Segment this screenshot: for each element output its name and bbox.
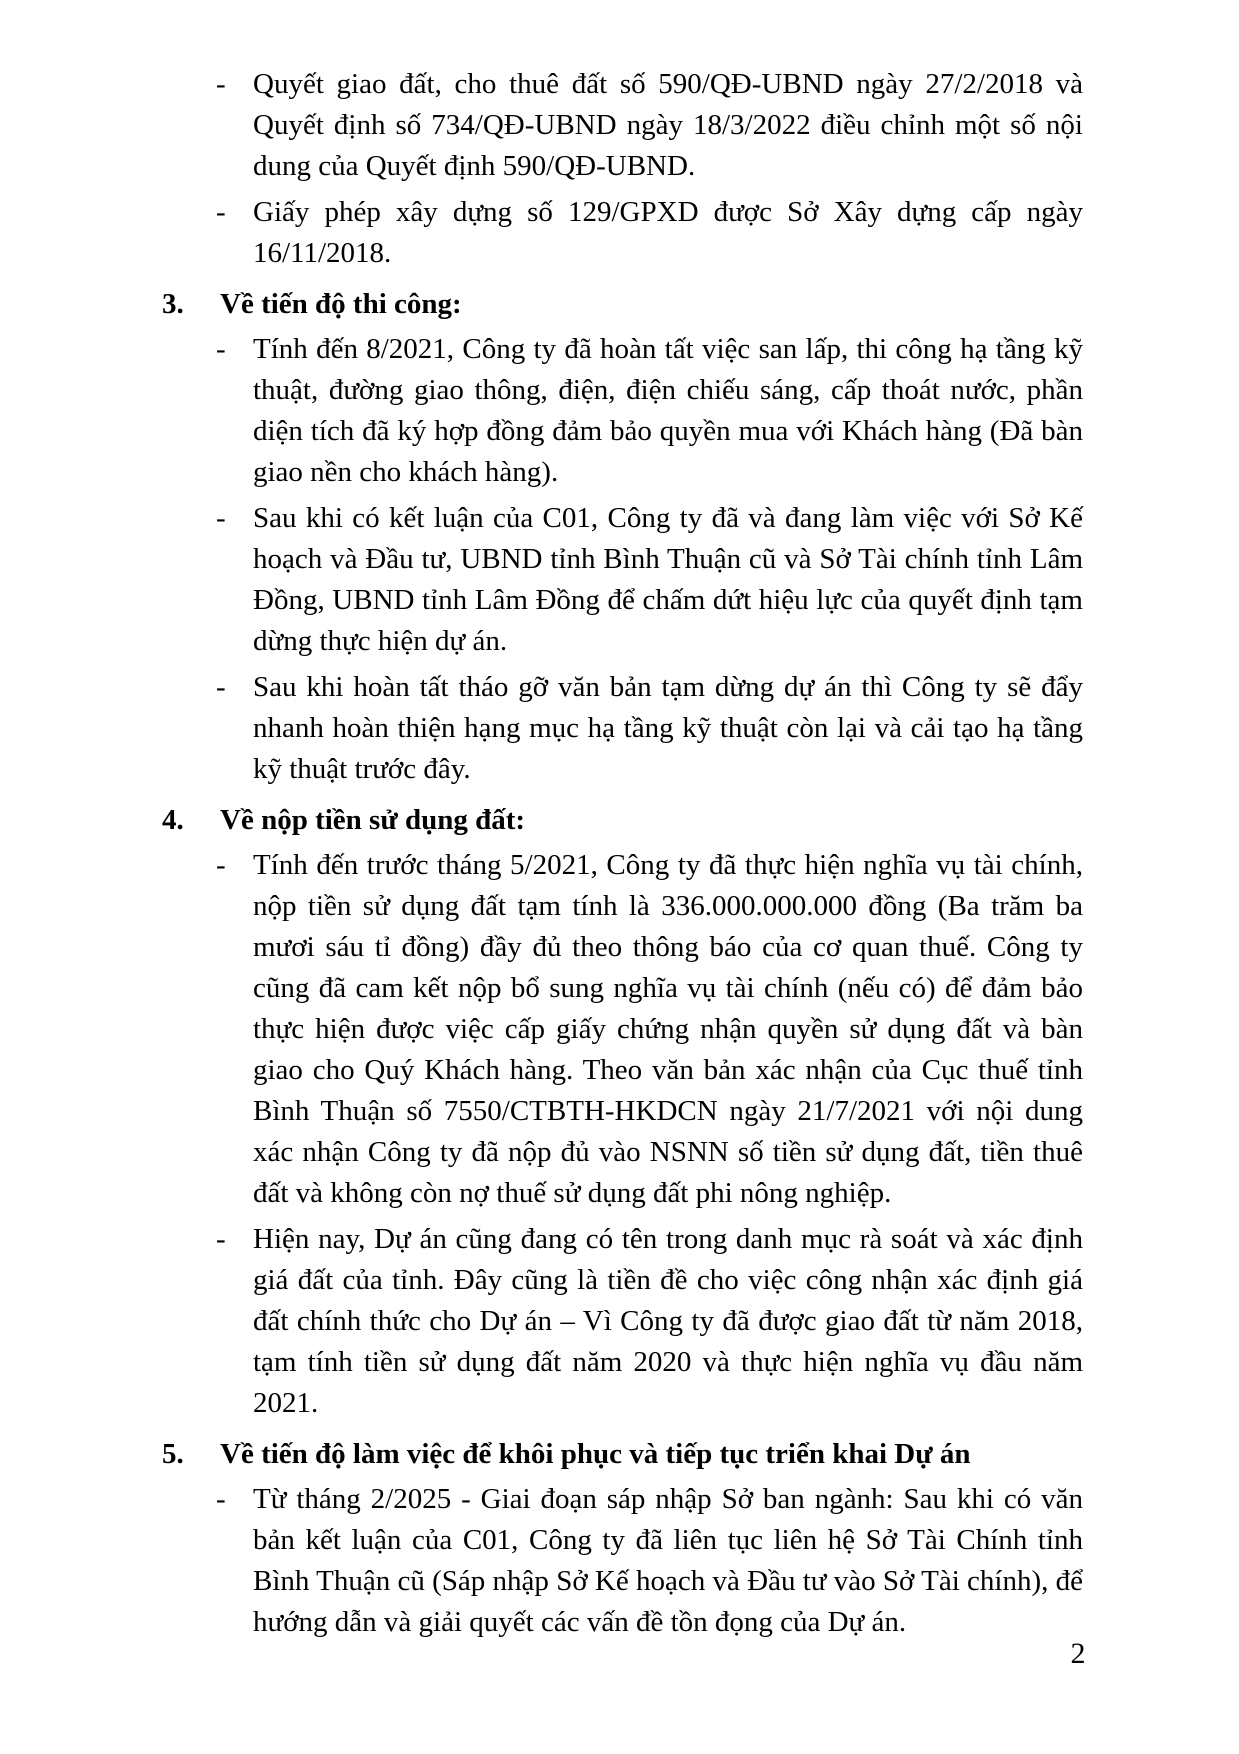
bullet-item [216,498,1083,662]
bullet-dash: - [216,849,226,881]
bullet-text: Giấy phép xây dựng số 129/GPXD được Sở Xây dựng cấp ngày 16/11/2018. [253,196,1083,269]
bullet-text: Từ tháng 2/2025 - Giai đoạn sáp nhập Sở ban ngành: Sau khi có văn bản kết luận của C01, Công ty đã liên tục liên hệ Sở Tài Chính tỉnh Bình Thuận cũ (Sáp nhập Sở Kế hoạch và Đầu tư vào Sở Tài chính), để hướng dẫn và giải quyết các vấn đề tồn đọng của Dự án. [253,1483,1083,1638]
bullet-item [216,667,1083,790]
bullet-dash: - [216,68,226,100]
page-number: 2 [1070,1637,1086,1670]
bullet-item [216,64,1083,187]
bullet-text: Tính đến 8/2021, Công ty đã hoàn tất việc san lấp, thi công hạ tầng kỹ thuật, đường giao thông, điện, điện chiếu sáng, cấp thoát nước, phần diện tích đã ký hợp đồng đảm bảo quyền mua với Khách hàng (Đã bàn giao nền cho khách hàng). [253,333,1083,488]
bullet-item [216,1479,1083,1643]
section-heading-4 [162,800,1083,841]
bullet-dash: - [216,1223,226,1255]
bullet-dash: - [216,502,226,534]
section-heading-3 [162,284,1083,325]
section-title: Về tiến độ thi công: [220,288,462,320]
bullet-dash: - [216,1483,226,1515]
bullet-item [216,845,1083,1214]
bullet-dash: - [216,671,226,703]
bullet-text: Hiện nay, Dự án cũng đang có tên trong danh mục rà soát và xác định giá đất của tỉnh. Đây cũng là tiền đề cho việc công nhận xác định giá đất chính thức cho Dự án – Vì Công ty đã được giao đất từ năm 2018, tạm tính tiền sử dụng đất năm 2020 và thực hiện nghĩa vụ đầu năm 2021. [253,1223,1083,1419]
bullet-text: Sau khi có kết luận của C01, Công ty đã và đang làm việc với Sở Kế hoạch và Đầu tư, UBND tỉnh Bình Thuận cũ và Sở Tài chính tỉnh Lâm Đồng, UBND tỉnh Lâm Đồng để chấm dứt hiệu lực của quyết định tạm dừng thực hiện dự án. [253,502,1083,657]
bullet-item [216,1219,1083,1424]
section-number: 5. [162,1438,184,1470]
section-title: Về tiến độ làm việc để khôi phục và tiếp tục triển khai Dự án [220,1438,971,1470]
bullet-item [216,192,1083,274]
section-number: 3. [162,288,184,320]
bullet-text: Quyết giao đất, cho thuê đất số 590/QĐ-UBND ngày 27/2/2018 và Quyết định số 734/QĐ-UBND ngày 18/3/2022 điều chỉnh một số nội dung của Quyết định 590/QĐ-UBND. [253,68,1083,182]
section-heading-5 [162,1434,1083,1475]
bullet-item [216,329,1083,493]
document-content [0,64,1239,1648]
bullet-text: Sau khi hoàn tất tháo gỡ văn bản tạm dừng dự án thì Công ty sẽ đẩy nhanh hoàn thiện hạng mục hạ tầng kỹ thuật còn lại và cải tạo hạ tầng kỹ thuật trước đây. [253,671,1083,785]
bullet-dash: - [216,333,226,365]
bullet-dash: - [216,196,226,228]
bullet-text: Tính đến trước tháng 5/2021, Công ty đã thực hiện nghĩa vụ tài chính, nộp tiền sử dụng đất tạm tính là 336.000.000.000 đồng (Ba trăm ba mươi sáu tỉ đồng) đầy đủ theo thông báo của cơ quan thuế. Công ty cũng đã cam kết nộp bổ sung nghĩa vụ tài chính (nếu có) để đảm bảo thực hiện được việc cấp giấy chứng nhận quyền sử dụng đất và bàn giao cho Quý Khách hàng. Theo văn bản xác nhận của Cục thuế tỉnh Bình Thuận số 7550/CTBTH-HKDCN ngày 21/7/2021 với nội dung xác nhận Công ty đã nộp đủ vào NSNN số tiền sử dụng đất, tiền thuê đất và không còn nợ thuế sử dụng đất phi nông nghiệp. [253,849,1083,1209]
section-number: 4. [162,804,184,836]
section-title: Về nộp tiền sử dụng đất: [220,804,526,836]
